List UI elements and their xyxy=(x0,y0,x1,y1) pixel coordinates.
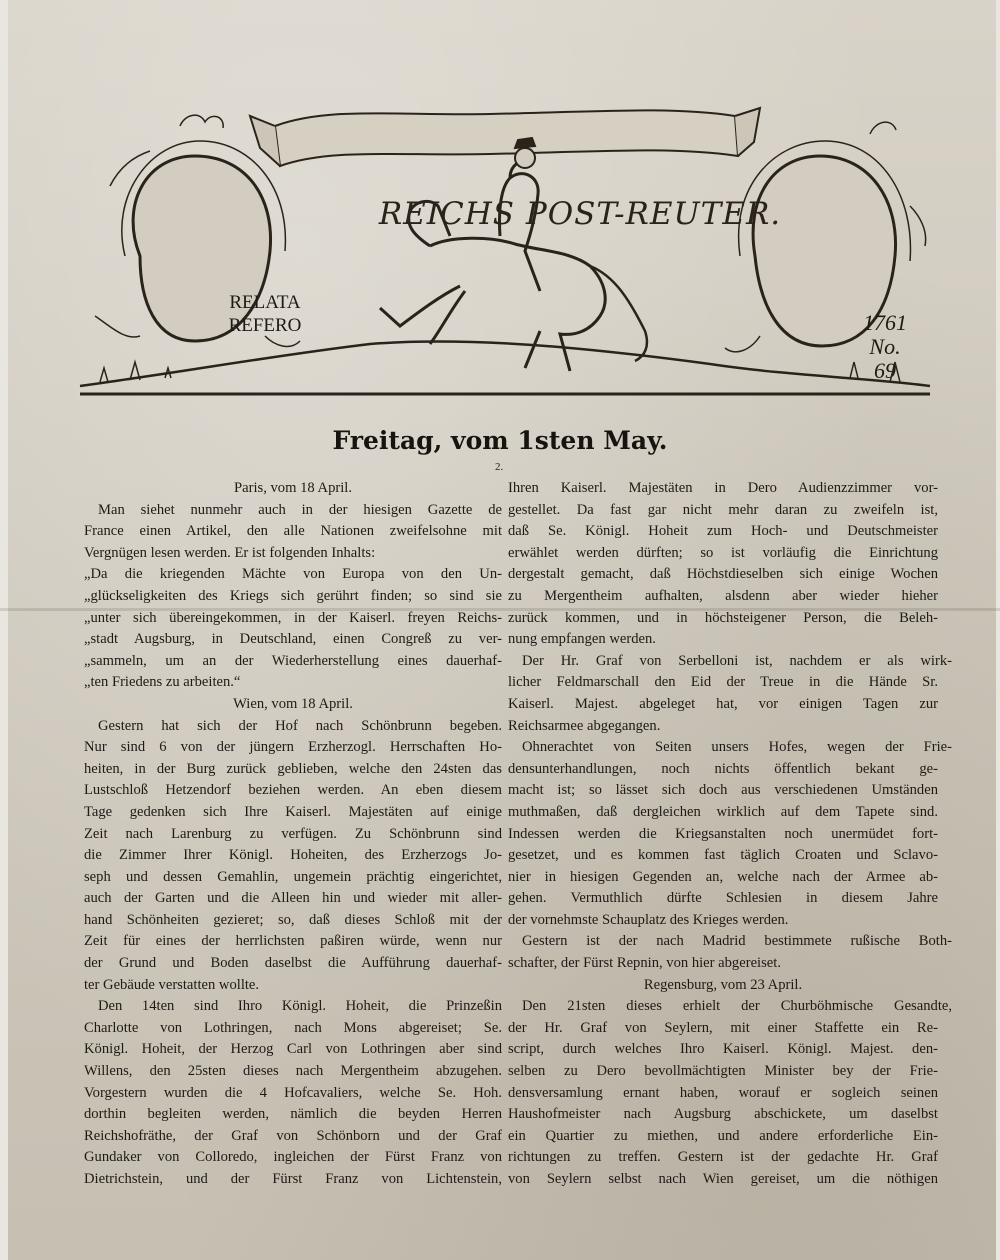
article-column-left xyxy=(84,478,502,1191)
text-line: nung empfangen werden. xyxy=(508,631,656,648)
text-line: daß Se. Königl. Hoheit zum Hoch- und Deutschmeister xyxy=(508,523,938,540)
text-line: nier in hiesigen Gegenden an, welche nach der Armee ab- xyxy=(508,868,938,885)
text-line: Ohnerachtet von Seiten unsers Hofes, wegen der Frie- xyxy=(522,739,952,756)
text-line: macht ist; so lässet sich doch aus verschiedenen Umständen xyxy=(508,782,938,799)
text-line: zu Mergentheim aufhalten, alsdenn aber wieder hieher xyxy=(508,587,938,604)
text-line: Tage gedenken sich Ihre Kaiserl. Majestäten auf einige xyxy=(84,803,502,820)
text-line: erwählet werden dürften; so ist vorläufig die Einrichtung xyxy=(508,544,938,561)
text-line: Nur sind 6 von der jüngern Erzherzogl. Herrschaften Ho- xyxy=(84,739,502,756)
text-line: Lustschloß Hetzendorf beziehen werden. An eben diesem xyxy=(84,782,502,799)
text-line: script, durch welches Ihro Kaiserl. Königl. Majest. den- xyxy=(508,1041,938,1058)
text-line: Gestern ist der nach Madrid bestimmete rußische Both- xyxy=(522,933,952,950)
text-line: Vergnügen lesen werden. Er ist folgenden Inhalts: xyxy=(84,544,376,561)
text-line: der Grund und Boden daselbst die Aufführung dauerhaf- xyxy=(84,955,502,972)
text-line: Man siehet nunmehr auch in der hiesigen Gazette de xyxy=(98,501,502,518)
page-edge-right xyxy=(996,0,1000,1260)
text-line: der vornehmste Schauplatz des Krieges werden. xyxy=(508,911,789,928)
text-line: Ihren Kaiserl. Majestäten in Dero Audienzzimmer vor- xyxy=(508,480,938,496)
text-line: Indessen werden die Kriegsanstalten noch unermüdet fort- xyxy=(508,825,938,842)
text-line: Reichshofräthe, der Graf von Schönborn und der Graf xyxy=(84,1127,502,1144)
text-line: Der Hr. Graf von Serbelloni ist, nachdem er als wirk- xyxy=(522,652,952,669)
text-line: Gestern hat sich der Hof nach Schönbrunn begeben. xyxy=(98,717,502,734)
text-line: Haushofmeister nach Augsburg abschickete, um daselbst xyxy=(508,1106,938,1123)
text-line: Den 21sten dieses erhielt der Churböhmische Gesandte, xyxy=(522,998,952,1015)
text-line: zurück kommen, und in höchsteigener Person, die Beleh- xyxy=(508,609,938,626)
text-line: die Zimmer Ihrer Königl. Hoheiten, des Erzherzogs Jo- xyxy=(84,847,502,864)
text-line: „unter sich übereingekommen, in der Kaiserl. freyen Reichs- xyxy=(84,609,502,626)
text-line: dorthin begleiten werden, nämlich die beyden Herren xyxy=(84,1106,502,1123)
issue-number-label: No. xyxy=(869,334,901,359)
text-line: Zeit für eines der herrlichsten paßiren würde, wenn nur xyxy=(84,933,502,950)
dateline: Wien, vom 18 April. xyxy=(233,695,353,712)
text-line: densunterhandlungen, noch nichts öffentlich bekant ge- xyxy=(508,760,938,777)
issue-year: 1761 xyxy=(863,310,907,335)
text-line: seph und dessen Gemahlin, ungemein prächtig eingerichtet, xyxy=(84,868,502,885)
text-line: Königl. Hoheit, der Herzog Carl von Lothringen aber sind xyxy=(84,1041,502,1058)
text-line: gestellet. Da fast gar nicht mehr daran zu zweifeln ist, xyxy=(508,501,938,518)
text-line: „ten Friedens zu arbeiten.“ xyxy=(84,674,241,691)
masthead-woodcut-illustration xyxy=(70,86,940,406)
article-column-right xyxy=(508,478,952,1191)
text-line: selben zu Dero bevollmächtigten Minister bey der Frie- xyxy=(508,1063,938,1080)
text-line: „sammeln, um an der Wiederherstellung eines dauerhaf- xyxy=(84,652,502,669)
text-line: Dietrichstein, und der Fürst Franz von Lichtenstein, xyxy=(84,1171,502,1187)
text-line: „glückseligkeiten des Kriegs sich gerührt finden; so sind sie xyxy=(84,587,502,604)
dateline: Paris, vom 18 April. xyxy=(234,480,352,496)
text-line: hand Schönheiten gezieret; so, daß dieses Schloß mit der xyxy=(84,911,502,928)
page-edge-left xyxy=(0,0,8,1260)
text-line: von Seylern selbst nach Wien gereiset, um die nöthigen xyxy=(508,1171,938,1187)
motto-line: RELATA xyxy=(229,292,301,313)
text-line: dergestalt gemacht, daß Höchstdieselben sich einige Wochen xyxy=(508,566,938,583)
issue-number: 69 xyxy=(874,358,896,383)
text-line: der Hr. Graf von Seylern, mit einer Staffette ein Re- xyxy=(508,1019,938,1036)
text-line: ein Quartier zu miethen, und andere erforderliche Ein- xyxy=(508,1127,938,1144)
text-line: schafter, der Fürst Repnin, von hier abgereiset. xyxy=(508,955,781,972)
newspaper-title: REICHS POST-REUTER. xyxy=(378,196,782,232)
text-line: Gundaker von Colloredo, ingleichen der Fürst Franz von xyxy=(84,1149,502,1166)
text-line: Zeit nach Larenburg zu verfügen. Zu Schönbrunn sind xyxy=(84,825,502,842)
text-line: densversamlung ernant haben, worauf er sogleich seinen xyxy=(508,1084,938,1101)
text-line: richtungen zu treffen. Gestern ist der gedachte Hr. Graf xyxy=(508,1149,938,1166)
text-line: Vorgestern wurden die 4 Hofcavaliers, welche Se. Hoh. xyxy=(84,1084,502,1101)
issue-cartouche xyxy=(845,311,925,383)
text-line: Reichsarmee abgegangen. xyxy=(508,717,661,734)
dateline: Regensburg, vom 23 April. xyxy=(643,976,803,993)
text-line: ter Gebäude verstatten wollte. xyxy=(84,976,260,993)
text-line: Willens, den 25sten dieses nach Mergentheim abzugehen. xyxy=(84,1063,502,1080)
text-line: Kaiserl. Majest. abgeleget hat, vor einigen Tagen zur xyxy=(508,695,938,712)
text-line: gehen. Vermuthlich dürfte Schlesien in diesem Jahre xyxy=(508,890,938,907)
text-line: „Da die kriegenden Mächte von Europa von den Un- xyxy=(84,566,502,583)
text-line: Charlotte von Lothringen, nach Mons abgereiset; Se. xyxy=(84,1019,502,1036)
text-line: Den 14ten sind Ihro Königl. Hoheit, die Prinzeßin xyxy=(98,998,502,1015)
text-line: heiten, in der Burg zurück geblieben, welche den 24sten das xyxy=(84,760,502,777)
date-heading: Freitag, vom 1sten May. xyxy=(332,426,668,455)
text-line: France einen Artikel, den alle Nationen zweifelsohne mit xyxy=(84,523,502,540)
text-line: licher Feldmarschall den Eid der Treue in die Hände Sr. xyxy=(508,674,938,691)
text-line: auch der Garten und die Alleen hin und wieder mit aller- xyxy=(84,890,502,907)
page-mark: 2. xyxy=(495,461,504,473)
text-line: muthmaßen, daß dergleichen wirklich auf dem Tapete sind. xyxy=(508,803,938,820)
text-line: gesetzet, und es kommen fast täglich Croaten und Sclavo- xyxy=(508,847,938,864)
motto-line: REFERO xyxy=(228,315,302,336)
text-line: „stadt Augsburg, in Deutschland, einen Congreß zu ver- xyxy=(84,631,502,648)
motto xyxy=(210,291,320,337)
